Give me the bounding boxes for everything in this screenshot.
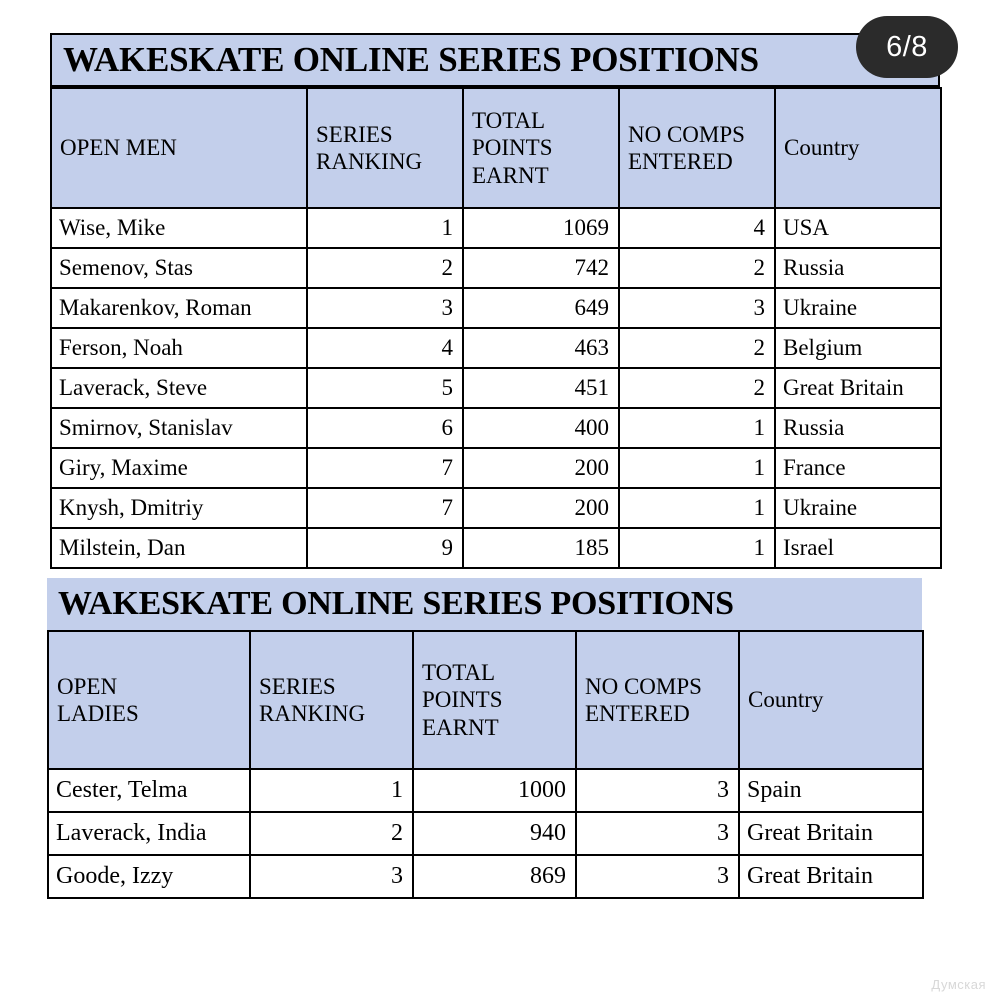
open-men-table: [50, 87, 942, 569]
cell-comps: 4: [619, 208, 775, 248]
cell-comps: 3: [619, 288, 775, 328]
cell-points: 742: [463, 248, 619, 288]
open-ladies-title-bar: [47, 578, 922, 630]
cell-country: Spain: [739, 769, 923, 812]
cell-comps: 3: [576, 769, 739, 812]
table-row: [48, 855, 923, 898]
table-row: [51, 368, 941, 408]
cell-name: Cester, Telma: [48, 769, 250, 812]
cell-comps: 1: [619, 448, 775, 488]
table-row: [51, 208, 941, 248]
cell-comps: 3: [576, 855, 739, 898]
cell-ranking: 4: [307, 328, 463, 368]
column-header-country: Country: [775, 88, 941, 208]
cell-points: 940: [413, 812, 576, 855]
cell-points: 200: [463, 488, 619, 528]
table-row: [48, 769, 923, 812]
cell-country: France: [775, 448, 941, 488]
column-header-series-ranking: SERIES RANKING: [307, 88, 463, 208]
cell-comps: 1: [619, 408, 775, 448]
cell-name: Ferson, Noah: [51, 328, 307, 368]
cell-country: Russia: [775, 408, 941, 448]
cell-points: 451: [463, 368, 619, 408]
cell-country: Ukraine: [775, 488, 941, 528]
column-header-total-points: TOTAL POINTS EARNT: [463, 88, 619, 208]
table-header-row: [51, 88, 941, 208]
cell-country: Great Britain: [739, 855, 923, 898]
cell-points: 400: [463, 408, 619, 448]
cell-comps: 2: [619, 368, 775, 408]
cell-ranking: 7: [307, 488, 463, 528]
cell-name: Goode, Izzy: [48, 855, 250, 898]
cell-name: Laverack, India: [48, 812, 250, 855]
table-row: [51, 408, 941, 448]
cell-ranking: 1: [307, 208, 463, 248]
cell-name: Wise, Mike: [51, 208, 307, 248]
cell-ranking: 1: [250, 769, 413, 812]
cell-ranking: 2: [307, 248, 463, 288]
cell-country: Great Britain: [775, 368, 941, 408]
table-row: [51, 288, 941, 328]
open-ladies-table-block: [47, 578, 922, 899]
cell-ranking: 5: [307, 368, 463, 408]
column-header-total-points: TOTAL POINTS EARNT: [413, 631, 576, 769]
cell-name: Laverack, Steve: [51, 368, 307, 408]
cell-ranking: 9: [307, 528, 463, 568]
table-row: [48, 812, 923, 855]
cell-points: 1069: [463, 208, 619, 248]
cell-points: 463: [463, 328, 619, 368]
cell-comps: 1: [619, 528, 775, 568]
cell-points: 1000: [413, 769, 576, 812]
cell-name: Smirnov, Stanislav: [51, 408, 307, 448]
cell-points: 200: [463, 448, 619, 488]
table-row: [51, 488, 941, 528]
cell-country: Great Britain: [739, 812, 923, 855]
page-counter-badge: [856, 16, 958, 78]
table-header-row: [48, 631, 923, 769]
cell-points: 649: [463, 288, 619, 328]
column-header-category: OPEN MEN: [51, 88, 307, 208]
open-men-title-bar: [50, 30, 940, 87]
cell-comps: 2: [619, 328, 775, 368]
page-title: WAKESKATE ONLINE SERIES POSITIONS: [63, 40, 759, 79]
table-row: [51, 528, 941, 568]
cell-ranking: 2: [250, 812, 413, 855]
cell-name: Knysh, Dmitriy: [51, 488, 307, 528]
column-header-no-comps: NO COMPS ENTERED: [619, 88, 775, 208]
cell-ranking: 3: [250, 855, 413, 898]
cell-comps: 2: [619, 248, 775, 288]
cell-points: 869: [413, 855, 576, 898]
watermark: Думская: [931, 977, 986, 992]
cell-country: USA: [775, 208, 941, 248]
cell-name: Giry, Maxime: [51, 448, 307, 488]
column-header-series-ranking: SERIES RANKING: [250, 631, 413, 769]
column-header-country: Country: [739, 631, 923, 769]
cell-points: 185: [463, 528, 619, 568]
cell-country: Belgium: [775, 328, 941, 368]
cell-country: Israel: [775, 528, 941, 568]
column-header-category: OPEN LADIES: [48, 631, 250, 769]
cell-name: Milstein, Dan: [51, 528, 307, 568]
open-men-table-block: [50, 30, 940, 569]
page-title-secondary: WAKESKATE ONLINE SERIES POSITIONS: [58, 585, 734, 622]
table-row: [51, 448, 941, 488]
table-row: [51, 248, 941, 288]
cell-country: Ukraine: [775, 288, 941, 328]
cell-country: Russia: [775, 248, 941, 288]
table-row: [51, 328, 941, 368]
cell-comps: 1: [619, 488, 775, 528]
cell-name: Semenov, Stas: [51, 248, 307, 288]
open-ladies-table: [47, 630, 924, 899]
column-header-no-comps: NO COMPS ENTERED: [576, 631, 739, 769]
cell-ranking: 3: [307, 288, 463, 328]
cell-ranking: 6: [307, 408, 463, 448]
page-counter-label: 6/8: [886, 30, 928, 63]
cell-ranking: 7: [307, 448, 463, 488]
cell-comps: 3: [576, 812, 739, 855]
cell-name: Makarenkov, Roman: [51, 288, 307, 328]
